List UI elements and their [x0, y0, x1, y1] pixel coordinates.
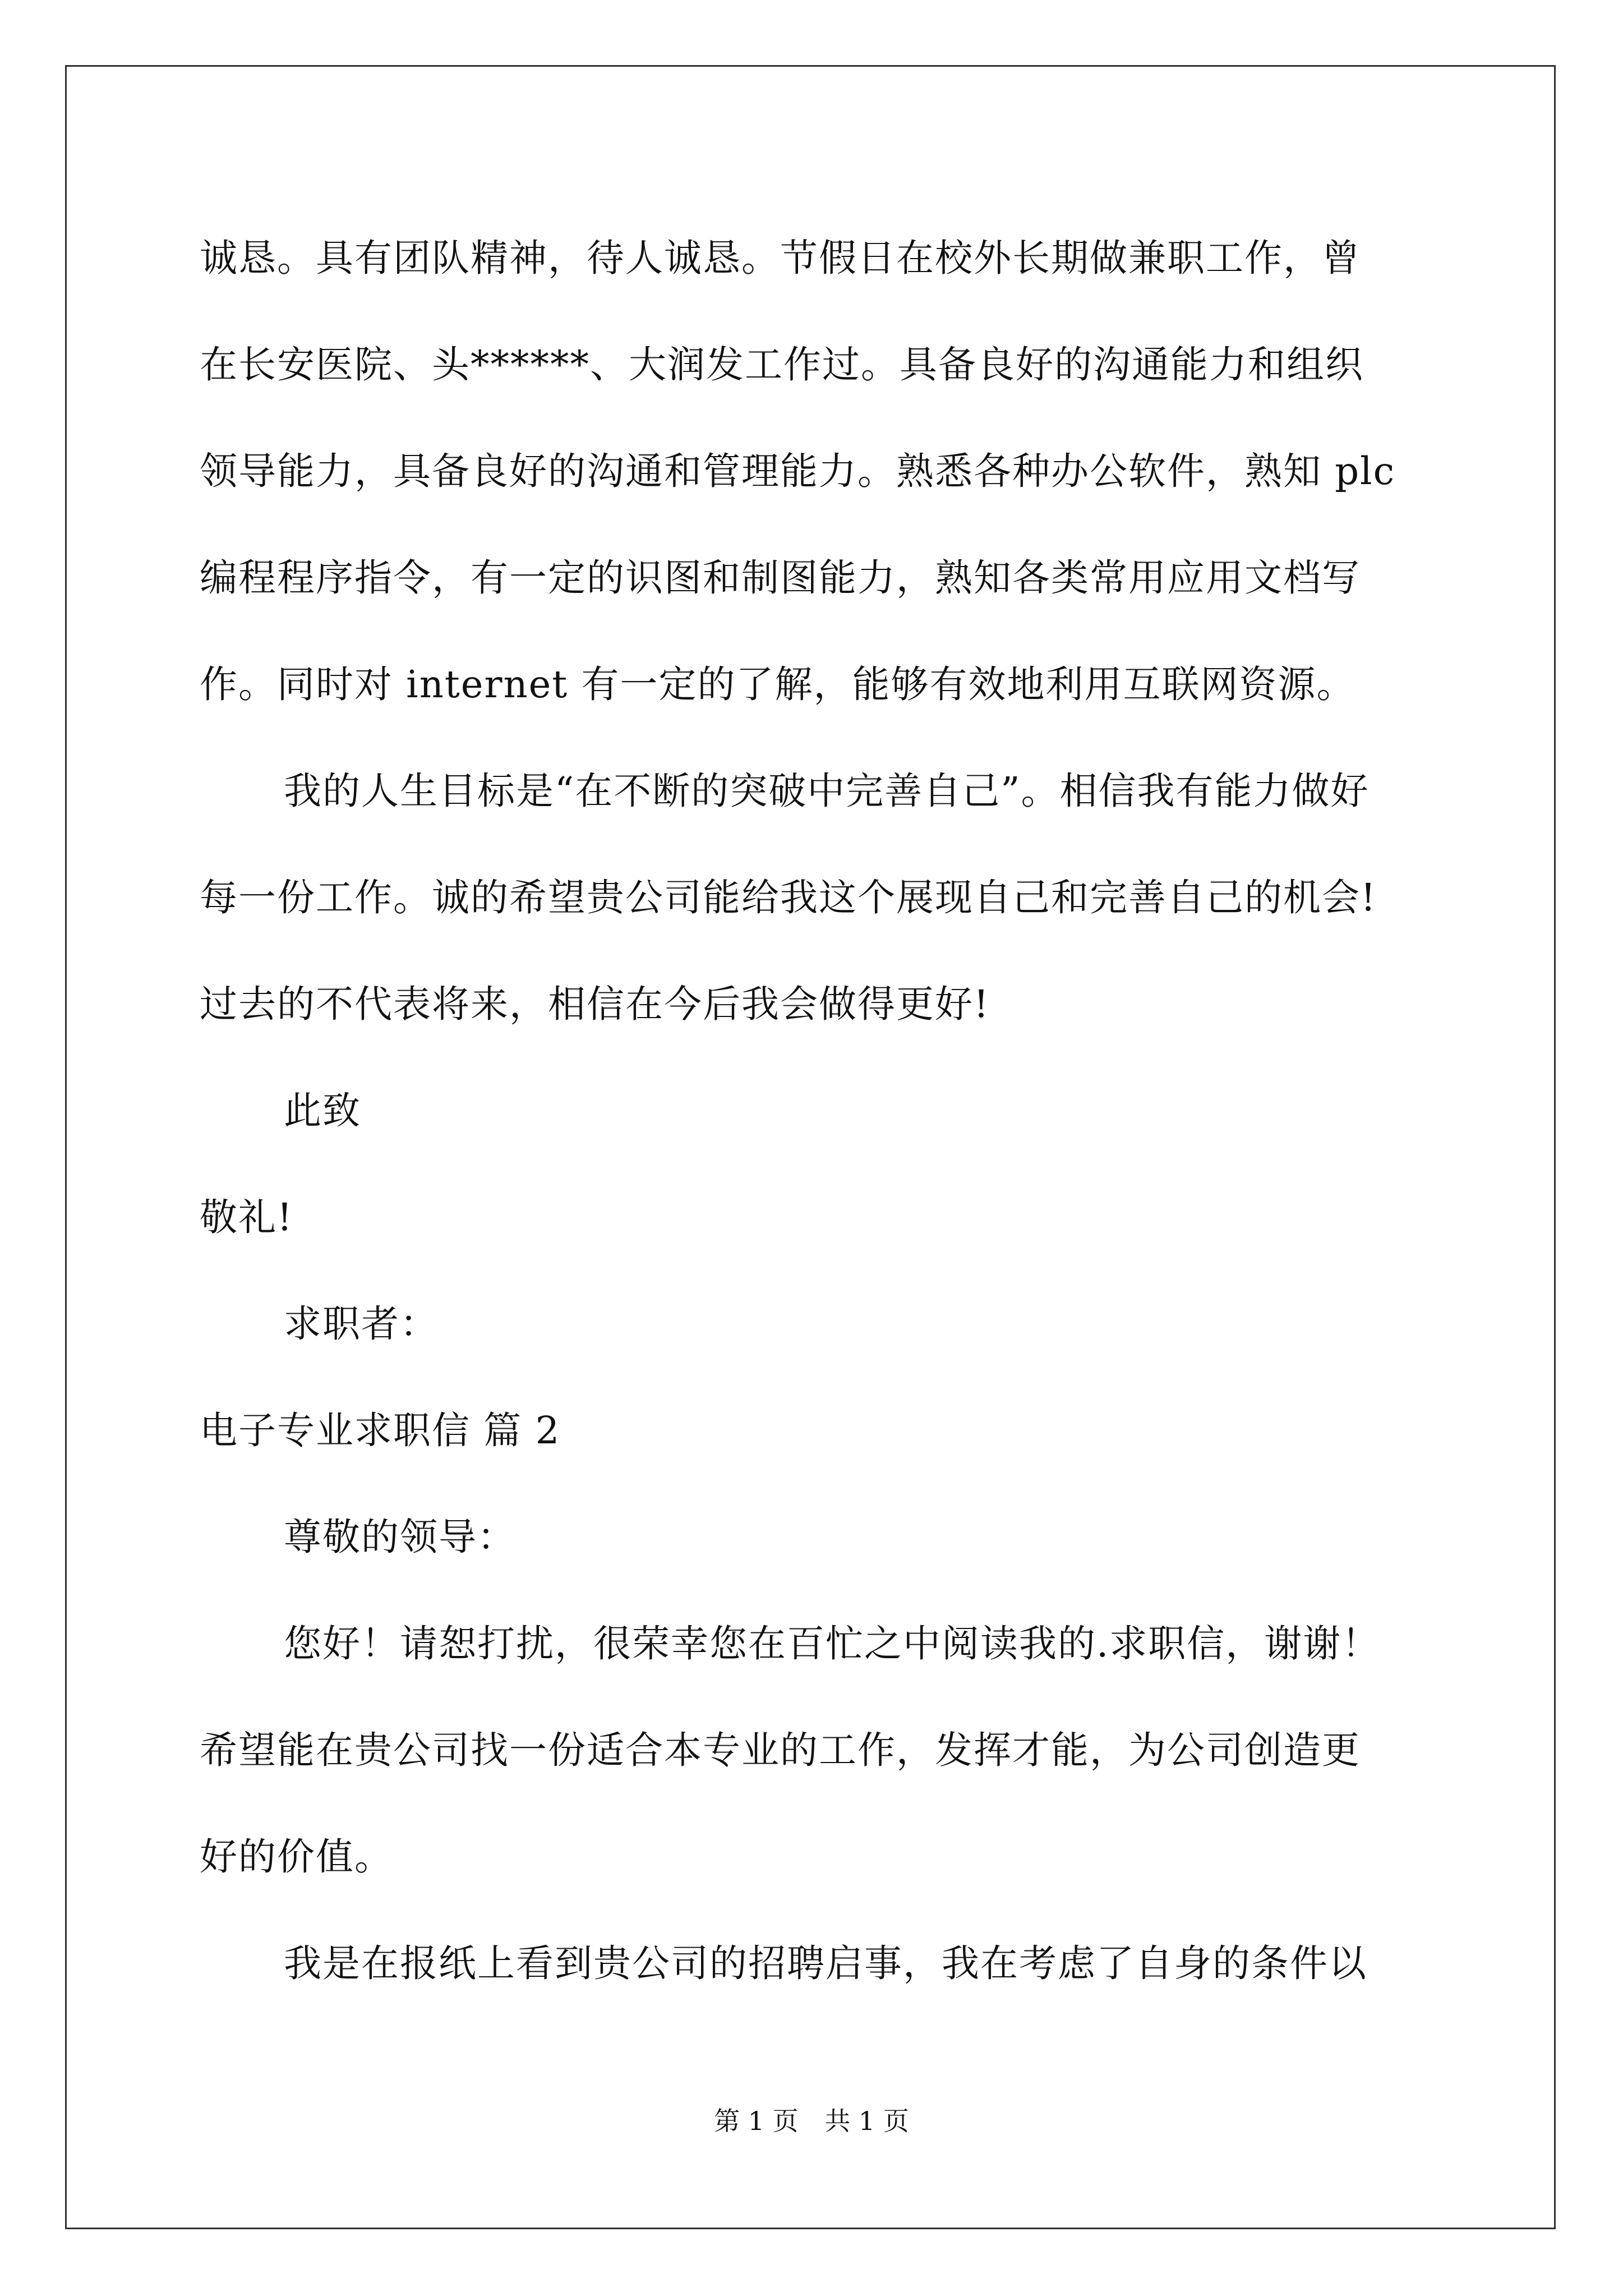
text-line: 每一份工作。诚的希望贵公司能给我这个展现自己和完善自己的机会!	[200, 876, 1377, 919]
text-line: 好的价值。	[200, 1835, 393, 1879]
text-line: 在长安医院、头******、大润发工作过。具备良好的沟通能力和组织	[200, 343, 1364, 386]
salutation-line: 敬礼!	[200, 1195, 293, 1239]
page-footer	[0, 2101, 1623, 2138]
document-body	[200, 205, 1428, 2017]
text-line: 作。同时对 internet 有一定的了解，能够有效地利用互联网资源。	[200, 662, 1355, 706]
text-line: 编程程序指令，有一定的识图和制图能力，熟知各类常用应用文档写	[200, 556, 1361, 600]
text-line: 领导能力，具备良好的沟通和管理能力。熟悉各种办公软件，熟知 plc	[200, 449, 1396, 493]
closing-line: 此致	[284, 1089, 361, 1133]
text-line: 希望能在贵公司找一份适合本专业的工作，发挥才能，为公司创造更	[200, 1728, 1361, 1772]
signature-line: 求职者：	[284, 1302, 439, 1346]
text-line: 诚恳。具有团队精神，待人诚恳。节假日在校外长期做兼职工作，曾	[200, 236, 1361, 280]
page-total: 共 1 页	[824, 2106, 909, 2136]
paragraph-start-line: 您好！请恕打扰，很荣幸您在百忙之中阅读我的.求职信，谢谢！	[284, 1622, 1381, 1665]
text-line: 过去的不代表将来，相信在今后我会做得更好!	[200, 982, 990, 1026]
greeting-line: 尊敬的领导：	[284, 1515, 516, 1559]
page-number: 第 1 页	[714, 2106, 799, 2136]
paragraph-start-line: 我的人生目标是“在不断的突破中完善自己”。相信我有能力做好	[284, 769, 1370, 813]
section-heading: 电子专业求职信 篇 2	[200, 1409, 561, 1452]
paragraph-start-line: 我是在报纸上看到贵公司的招聘启事，我在考虑了自身的条件以	[284, 1941, 1367, 1985]
